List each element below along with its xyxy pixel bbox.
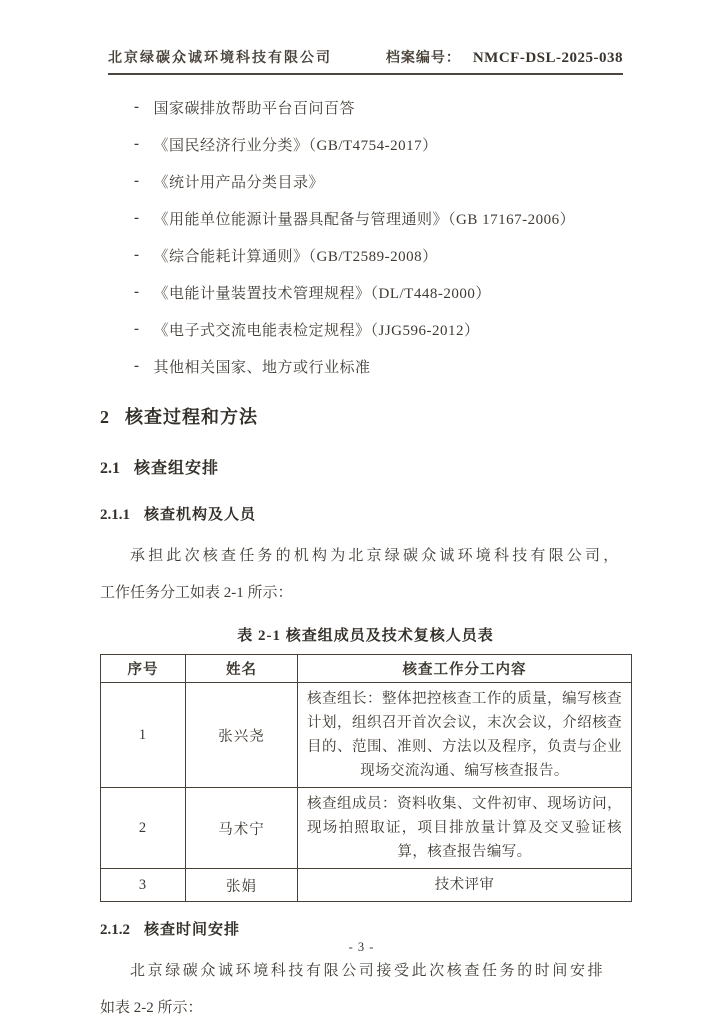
team-members-table <box>100 654 632 902</box>
cell-duty: 核查组长：整体把控核查工作的质量，编写核查计划，组织召开首次会议，末次会议，介绍核查目的、范围、准则、方法以及程序，负责与企业现场交流沟通、编写核查报告。 <box>298 683 632 788</box>
table-caption: 表 2-1 核查组成员及技术复核人员表 <box>237 628 494 644</box>
section-heading-2-1 <box>100 455 631 478</box>
table-row <box>101 869 632 902</box>
list-item <box>100 237 631 274</box>
company-name: 北京绿碳众诚环境科技有限公司 <box>108 51 332 66</box>
col-header-name: 姓名 <box>186 655 298 683</box>
cell-duty: 核查组成员：资料收集、文件初审、现场访问，现场拍照取证，项目排放量计算及交叉验证核算，核查报告编写。 <box>298 788 632 869</box>
list-item <box>100 89 631 126</box>
dash-bullet: - <box>134 358 140 374</box>
list-item <box>100 311 631 348</box>
paragraph-line: 承担此次核查任务的机构为北京绿碳众诚环境科技有限公司， <box>130 548 622 564</box>
list-item-text: 《电能计量装置技术管理规程》（DL/T448-2000） <box>153 286 491 302</box>
document-header <box>108 0 623 75</box>
table-header-row <box>101 655 632 683</box>
table-row <box>101 788 632 869</box>
dash-bullet: - <box>134 136 140 152</box>
section-title: 核查过程和方法 <box>125 407 258 427</box>
archive-number-group <box>386 47 623 67</box>
list-item-text: 《统计用产品分类目录》 <box>153 175 325 191</box>
cell-name: 张兴尧 <box>186 683 298 788</box>
reference-list <box>100 89 631 385</box>
team-arrangement-paragraph <box>100 538 631 612</box>
list-item <box>100 274 631 311</box>
dash-bullet: - <box>134 173 140 189</box>
dash-bullet: - <box>134 210 140 226</box>
section-title: 核查机构及人员 <box>144 507 257 523</box>
archive-number: NMCF-DSL-2025-038 <box>472 50 623 66</box>
list-item-text: 《综合能耗计算通则》（GB/T2589-2008） <box>153 249 438 265</box>
dash-bullet: - <box>134 321 140 337</box>
col-header-duty: 核查工作分工内容 <box>298 655 632 683</box>
time-arrangement-paragraph <box>100 953 631 1027</box>
cell-duty: 技术评审 <box>298 869 632 902</box>
archive-label: 档案编号： <box>385 51 461 66</box>
list-item <box>100 126 631 163</box>
section-heading-2-1-2 <box>100 918 631 939</box>
cell-no: 2 <box>101 788 186 869</box>
cell-no: 1 <box>101 683 186 788</box>
list-item <box>100 200 631 237</box>
dash-bullet: - <box>134 247 140 263</box>
section-title: 核查组安排 <box>134 460 220 477</box>
section-heading-2 <box>100 403 631 429</box>
cell-name: 马术宁 <box>186 788 298 869</box>
list-item <box>100 163 631 200</box>
section-number: 2.1.1 <box>100 507 130 523</box>
list-item-text: 其他相关国家、地方或行业标准 <box>153 360 371 376</box>
cell-no: 3 <box>101 869 186 902</box>
dash-bullet: - <box>134 284 140 300</box>
paragraph-line: 如表 2-2 所示： <box>100 1000 203 1016</box>
list-item-text: 《用能单位能源计量器具配备与管理通则》（GB 17167-2006） <box>153 212 576 228</box>
col-header-no: 序号 <box>101 655 186 683</box>
list-item-text: 《国民经济行业分类》（GB/T4754-2017） <box>153 138 438 154</box>
dash-bullet: - <box>134 99 140 115</box>
section-heading-2-1-1 <box>100 503 631 524</box>
cell-name: 张娟 <box>186 869 298 902</box>
section-number: 2 <box>100 407 109 427</box>
section-number: 2.1.2 <box>100 922 130 938</box>
table-row <box>101 683 632 788</box>
list-item-text: 《电子式交流电能表检定规程》（JJG596-2012） <box>153 323 480 339</box>
list-item-text: 国家碳排放帮助平台百问百答 <box>153 101 356 117</box>
list-item <box>100 348 631 385</box>
section-title: 核查时间安排 <box>144 922 241 938</box>
paragraph-line: 工作任务分工如表 2-1 所示： <box>100 585 293 601</box>
section-number: 2.1 <box>100 460 120 477</box>
paragraph-line: 北京绿碳众诚环境科技有限公司接受此次核查任务的时间安排 <box>130 963 606 979</box>
page-number: - 3 - <box>348 940 375 954</box>
